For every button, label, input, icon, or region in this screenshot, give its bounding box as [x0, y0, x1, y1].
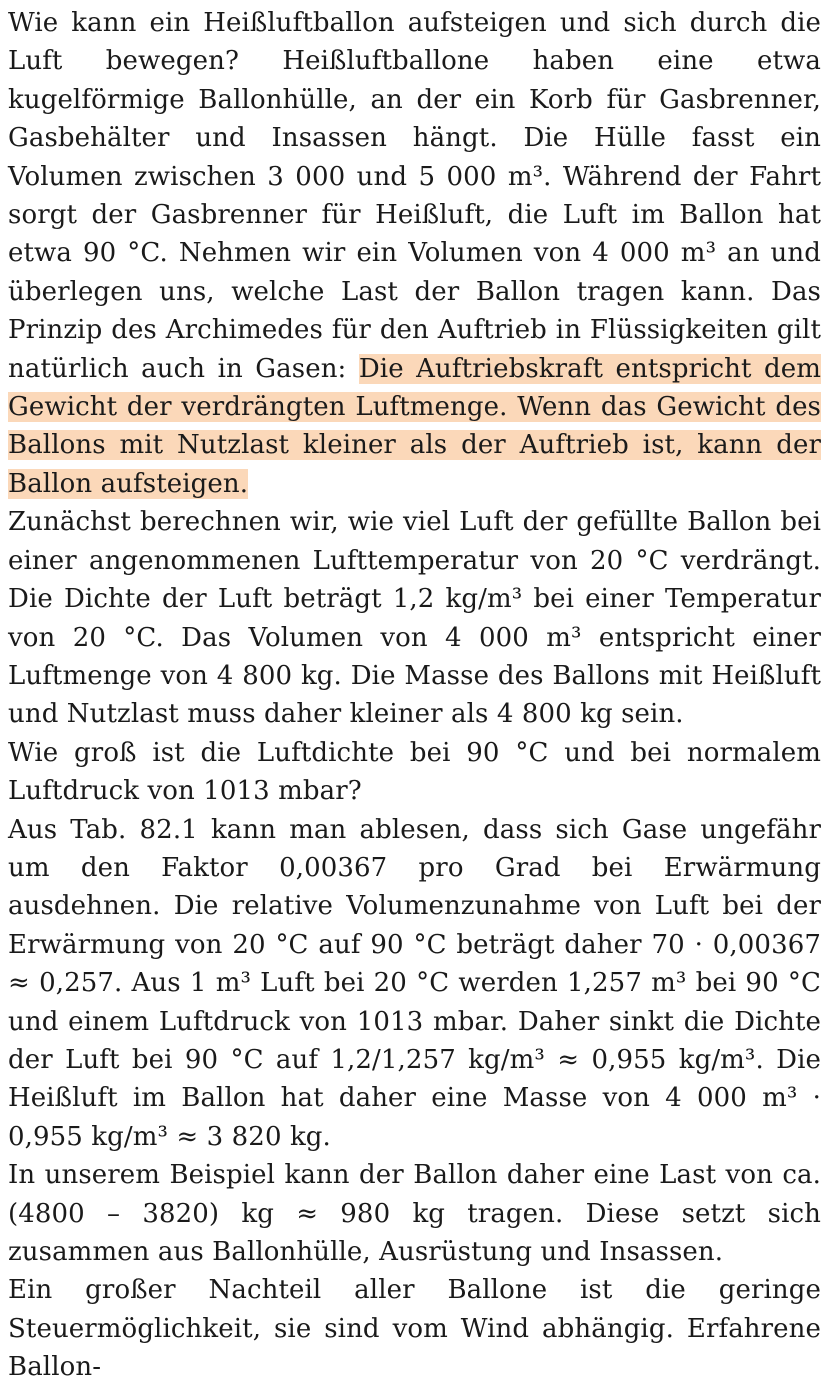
paragraph-calculation: Zunächst berechnen wir, wie viel Luft der gefüllte Ballon bei einer angenommenen Lufttemperatur von 20 °C verdrängt. Die Dichte der Luft beträgt 1,2 kg/m³ bei einer Temperatur von 20 °C. Das Volumen von 4 000 m³ entspricht einer Luftmenge von 4 800 kg. Die Masse des Ballons mit Heißluft und Nutzlast muss daher kleiner als 4 800 kg sein. — [8, 507, 821, 730]
paragraph-load: In unserem Beispiel kann der Ballon daher eine Last von ca. (4800 – 3820) kg ≈ 980 kg tragen. Diese setzt sich zusammen aus Ballonhülle, Ausrüstung und Insassen. — [8, 1160, 821, 1267]
highlighted-text: Die Auftriebskraft entspricht dem Gewicht der verdrängten Luftmenge. Wenn das Gewicht des Ballons mit Nutzlast kleiner als der Auftrieb ist, kann der Ballon aufsteigen. — [8, 353, 821, 499]
paragraph-question: Wie groß ist die Luftdichte bei 90 °C und bei normalem Luftdruck von 1013 mbar? — [8, 737, 821, 807]
paragraph-density: Aus Tab. 82.1 kann man ablesen, dass sich Gase ungefähr um den Faktor 0,00367 pro Grad bei Erwärmung ausdehnen. Die relative Volumenzunahme von Luft bei der Erwärmung von 20 °C auf 90 °C beträgt daher 70 · 0,00367 ≈ 0,257. Aus 1 m³ Luft bei 20 °C werden 1,257 m³ bei 90 °C und einem Luftdruck von 1013 mbar. Daher sinkt die Dichte der Luft bei 90 °C auf 1,2/1,257 kg/m³ ≈ 0,955 kg/m³. Die Heißluft im Ballon hat daher eine Masse von 4 000 m³ · 0,955 kg/m³ ≈ 3 820 kg. — [8, 814, 821, 1152]
paragraph-steering: Ein großer Nachteil aller Ballone ist die geringe Steuermöglichkeit, sie sind vom Wind abhängig. Erfahrene Ballon- — [8, 1275, 821, 1383]
paragraph-intro-text: Wie kann ein Heißluftballon aufsteigen und sich durch die Luft bewegen? Heißluftballone haben eine etwa kugelförmige Ballonhülle, an der ein Korb für Gasbrenner, Gasbehälter und Insassen hängt. Die Hülle fasst ein Volumen zwischen 3 000 und 5 000 m³. Während der Fahrt sorgt der Gasbrenner für Heißluft, die Luft im Ballon hat etwa 90 °C. Nehmen wir ein Volumen von 4 000 m³ an und überlegen uns, welche Last der Ballon tragen kann. Das Prinzip des Archimedes für den Auftrieb in Flüssigkeiten gilt natürlich auch in Gasen: — [8, 8, 821, 384]
paragraph-intro — [8, 4, 821, 503]
